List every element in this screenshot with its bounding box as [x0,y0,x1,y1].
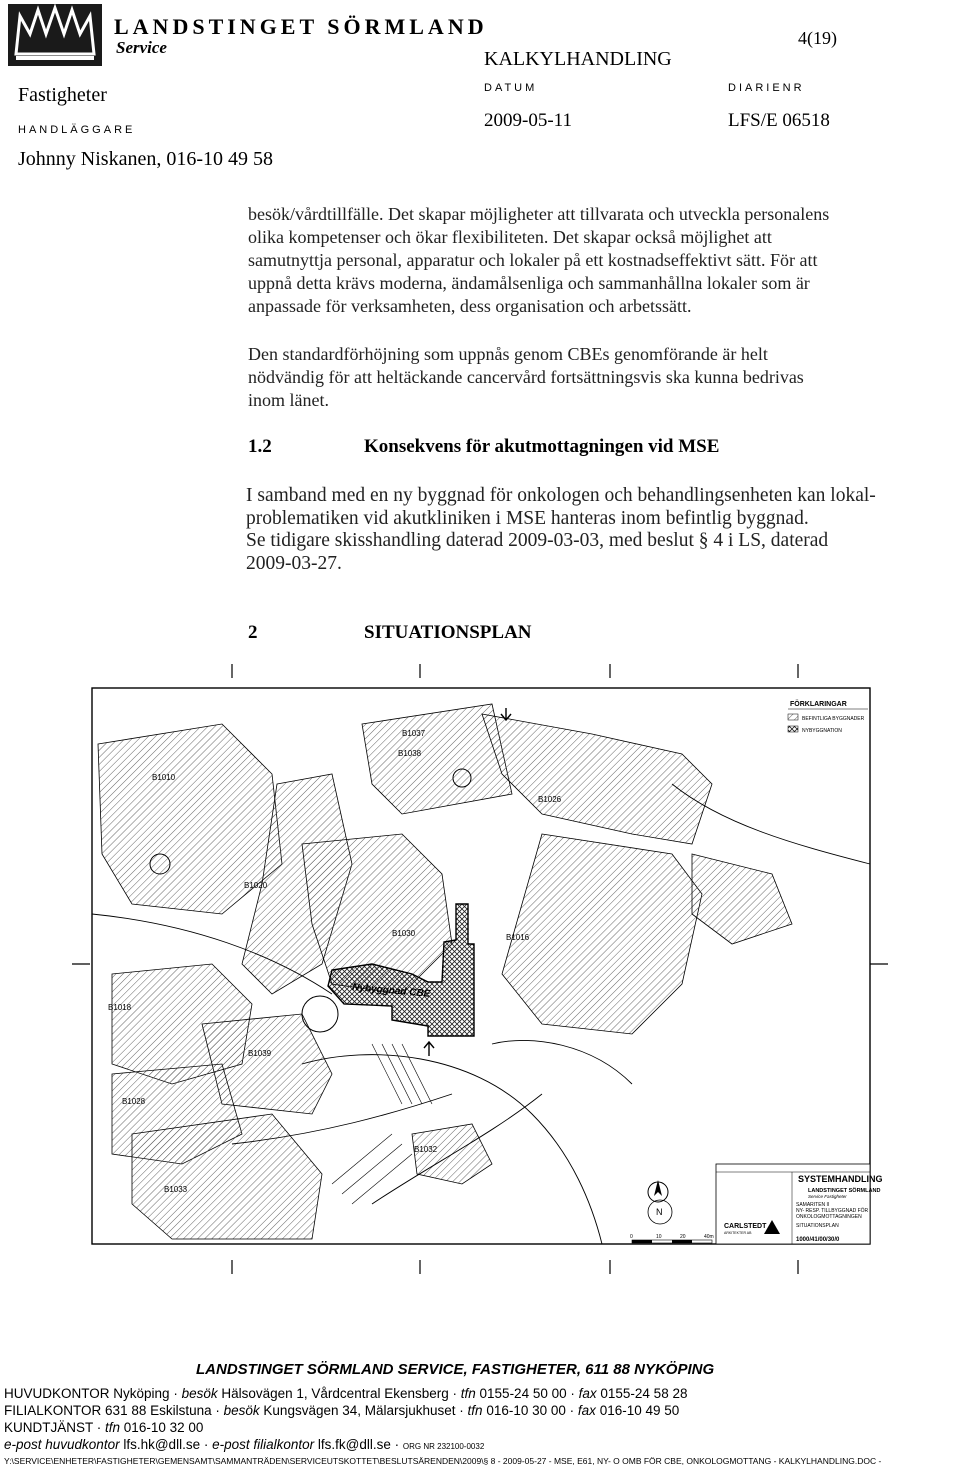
building-label: B1028 [122,1097,146,1106]
site-plan-drawing [72,664,888,1274]
building-label: B1030 [392,929,416,938]
hq-visit: Hälsovägen 1, Vårdcentral Ekensberg [221,1386,449,1401]
building-label: B1032 [414,1145,438,1154]
tfn-label: tfn [105,1420,121,1435]
handler-value: Johnny Niskanen, 016-10 49 58 [18,148,273,170]
date-label: DATUM [484,82,538,94]
text-line: 2009-03-27. [246,552,342,574]
footer-branch-line: FILIALKONTOR 631 88 Eskilstuna · besök Kungsvägen 34, Mälarsjukhuset · tfn 016-10 30 00 · fax 016-10 49 50 [4,1403,680,1418]
title-block [716,1164,883,1244]
title-block-project: SAMARITEN II [796,1202,830,1208]
footer-service-line: KUNDTJÄNST · tfn 016-10 32 00 [4,1420,204,1435]
scale-label: 20 [680,1234,686,1240]
title-block-org-sub: Service Fastigheter [808,1194,847,1199]
service-tfn: 016-10 32 00 [123,1420,204,1435]
branch-visit: Kungsvägen 34, Mälarsjukhuset [263,1403,456,1418]
email-hq-link[interactable]: lfs.hk@dll.se [123,1437,201,1452]
new-building-label: Nybyggnad CBE [351,982,431,1000]
text-line: inom länet. [248,390,329,410]
text-line: uppnå detta krävs moderna, ändamålsenliga och sammanhållna lokaler som är [248,273,810,293]
visit-label: besök [181,1386,218,1401]
section-heading: SITUATIONSPLAN [364,622,532,643]
footer-hq-line: HUVUDKONTOR Nyköping · besök Hälsovägen 1, Vårdcentral Ekensberg · tfn 0155-24 50 00 · fax 0155-24 58 28 [4,1386,688,1401]
visit-label: besök [223,1403,260,1418]
text-line: anpassade för verksamheten, dess organisation och arbetssätt. [248,296,692,316]
building-label: B1033 [164,1185,188,1194]
text-line: samutnyttja personal, apparatur och lokaler på ett kostnadseffektivt sätt. För att [248,250,818,270]
building-label: B1037 [402,729,426,738]
building-label: B1018 [108,1003,132,1012]
hq-city: Nyköping [113,1386,170,1401]
org-number: ORG NR 232100-0032 [402,1442,485,1451]
department: Fastigheter [18,84,107,106]
title-block-org: LANDSTINGET SÖRMLAND [808,1188,881,1194]
handler-label: HANDLÄGGARE [18,124,136,136]
scale-label: 10 [656,1234,662,1240]
service-label: KUNDTJÄNST [4,1420,94,1435]
architect-name: CARLSTEDT [724,1223,767,1230]
building-label: B1039 [248,1049,272,1058]
branch-tfn: 016-10 30 00 [486,1403,566,1418]
legend-swatch-new [788,726,798,732]
paragraph-2 [248,343,938,412]
org-subtitle: Service [116,38,167,57]
fax-label: fax [577,1403,596,1418]
text-line: nödvändig för att heltäckande cancervård fortsättningsvis ska kunna bedrivas [248,367,804,387]
hq-label: HUVUDKONTOR [4,1386,110,1401]
text-line: Se tidigare skisshandling daterad 2009-03-03, med beslut § 4 i LS, daterad [246,530,829,551]
paragraph-3 [246,485,946,575]
building-label: B1020 [244,881,268,890]
building-label: B1026 [538,795,562,804]
text-line: problematiken vid akutkliniken i MSE hanteras inom befintlig byggnad. [246,507,809,529]
hq-fax: 0155-24 58 28 [600,1386,688,1401]
architect-sub: ARKITEKTER AB [724,1231,752,1235]
branch-fax: 016-10 49 50 [599,1403,680,1418]
scale-label: 40m [704,1234,714,1240]
text-line: Den standardförhöjning som uppnås genom CBEs genomförande är helt [248,344,768,364]
file-path: Y:\SERVICE\ENHETER\FASTIGHETER\GEMENSAMT\SAMMANTRÄDEN\SERVICEUTSKOTTET\BESLUTSÄRENDEN\2009\§ 8 - 2009-05-27 - MSE, E61, NY- O OMB FÖR CBE, ONKOLOGMOTTANG - KALKYLHANDLING.DOC - [4,1456,882,1466]
landsting-logo [8,4,102,66]
diary-label: DIARIENR [728,82,805,94]
north-label: N [656,1207,663,1217]
text-line: I samband med en ny byggnad för onkologen och behandlingsenheten kan lokal- [246,485,876,506]
title-block-desc: NY- RESP. TILLBYGGNAD FÖR [796,1208,869,1214]
logo-crown-icon [8,4,102,66]
building-label: B1038 [398,749,422,758]
section-heading: Konsekvens för akutmottagningen vid MSE [364,436,720,457]
email-hq-label: e-post huvudkontor [4,1437,120,1452]
legend-swatch-existing [788,714,798,720]
drawing-status: SYSTEMHANDLING [798,1174,883,1184]
footer-email-line: e-post huvudkontor lfs.hk@dll.se · e-post filialkontor lfs.fk@dll.se · ORG NR 232100-0032 [4,1437,485,1452]
legend-item: NYBYGGNATION [802,728,842,734]
date-value: 2009-05-11 [484,110,572,131]
footer-heading: LANDSTINGET SÖRMLAND SERVICE, FASTIGHETER, 611 88 NYKÖPING [196,1361,715,1378]
legend-title: FÖRKLARINGAR [790,701,847,708]
page-number: 4(19) [798,28,837,48]
legend-item: BEFINTLIGA BYGGNADER [802,716,865,722]
org-title: LANDSTINGET SÖRMLAND [114,14,488,39]
text-line: olika kompetenser och ökar flexibiliteten. Det skapar också möjlighet att [248,227,772,247]
section-number: 1.2 [248,436,272,457]
tfn-label: tfn [467,1403,483,1418]
diary-value: LFS/E 06518 [728,110,830,131]
paragraph-1 [248,203,938,318]
hq-tfn: 0155-24 50 00 [479,1386,567,1401]
email-branch-label: e-post filialkontor [212,1437,315,1452]
fax-label: fax [578,1386,597,1401]
branch-label: FILIALKONTOR [4,1403,102,1418]
title-block-desc: ONKOLOGMOTTAGNINGEN [796,1214,862,1220]
drawing-number: 1000/41/00/30/0 [796,1237,840,1243]
scale-label: 0 [630,1234,633,1240]
branch-city: 631 88 Eskilstuna [105,1403,212,1418]
tfn-label: tfn [460,1386,476,1401]
section-number: 2 [248,622,258,643]
building-label: B1016 [506,933,530,942]
building-label: B1010 [152,773,176,782]
drawing-type: SITUATIONSPLAN [796,1223,839,1229]
document-type: KALKYLHANDLING [484,48,672,70]
email-branch-link[interactable]: lfs.fk@dll.se [317,1437,391,1452]
text-line: besök/vårdtillfälle. Det skapar möjligheter att tillvarata och utveckla personalens [248,204,830,224]
